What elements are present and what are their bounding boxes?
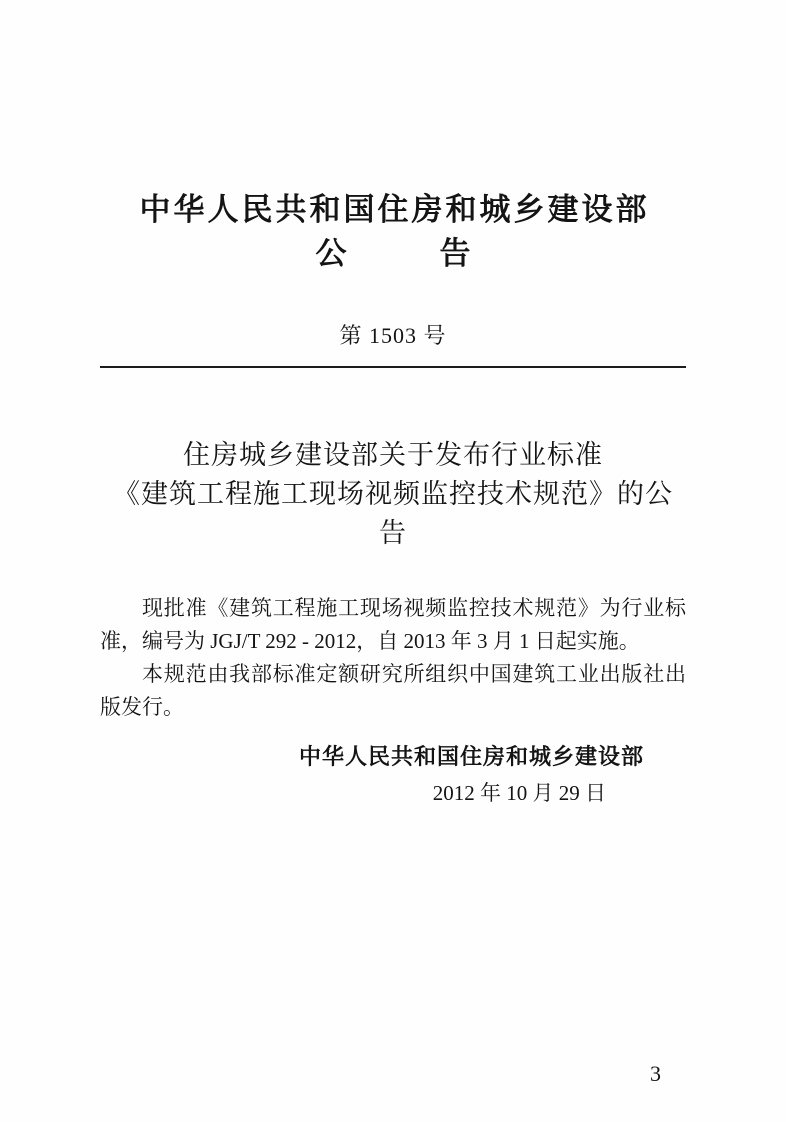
ministry-title: 中华人民共和国住房和城乡建设部 bbox=[139, 192, 650, 227]
body-paragraph-2: 本规范由我部标准定额研究所组织中国建筑工业出版社出版发行。 bbox=[100, 662, 686, 719]
signature-block bbox=[100, 744, 686, 806]
divider-rule bbox=[100, 366, 686, 368]
body-paragraph-1: 现批准《建筑工程施工现场视频监控技术规范》为行业标准，编号为 JGJ/T 292 - 2012，自 2013 年 3 月 1 日起实施。 bbox=[100, 596, 686, 653]
body-text bbox=[100, 592, 686, 724]
signature-date: 2012 年 10 月 29 日 bbox=[432, 781, 606, 805]
notice-title bbox=[100, 436, 686, 553]
notice-title-line2: 《建筑工程施工现场视频监控技术规范》的公告 bbox=[113, 479, 673, 548]
notice-title-line1: 住房城乡建设部关于发布行业标准 bbox=[183, 440, 603, 470]
page-number: 3 bbox=[650, 1061, 661, 1086]
signature-organization: 中华人民共和国住房和城乡建设部 bbox=[298, 744, 644, 769]
document-number: 第 1503 号 bbox=[339, 323, 447, 348]
announcement-word: 公 告 bbox=[315, 236, 471, 271]
